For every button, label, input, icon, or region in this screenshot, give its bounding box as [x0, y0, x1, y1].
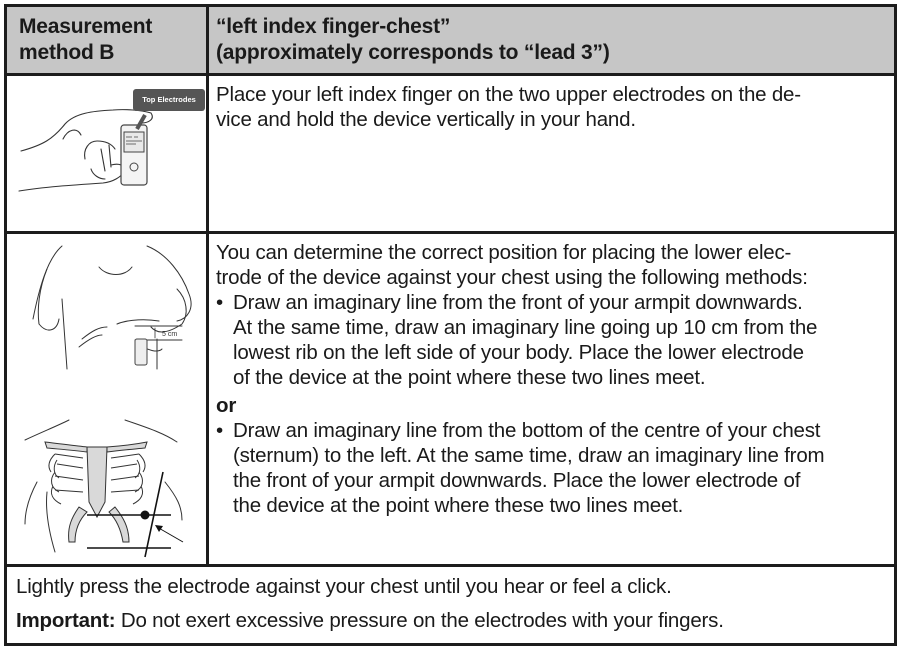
or-separator: or [216, 394, 237, 417]
bullet2-line: the front of your armpit downwards. Place the lower electrode of [233, 469, 801, 492]
header-lead-line2: (approximately corresponds to “lead 3”) [216, 41, 610, 64]
torso-illustration [17, 239, 202, 389]
footer-notes [16, 570, 876, 638]
method-2-bullet [216, 418, 888, 518]
press-instruction: Lightly press the electrode against your chest until you hear or feel a click. [16, 575, 672, 598]
column-divider [206, 7, 209, 564]
bullet2-line: (sternum) to the left. At the same time, draw an imaginary line from [233, 444, 825, 467]
bullet1-line: Draw an imaginary line from the front of your armpit downwards. [233, 291, 803, 314]
row1-instruction [216, 82, 876, 132]
bullet2-line: the device at the point where these two lines meet. [233, 494, 684, 517]
bullet1-line: lowest rib on the left side of your body. Place the lower electrode [233, 341, 804, 364]
row-divider-2 [7, 564, 894, 567]
header-method-line2: method B [19, 41, 115, 64]
row1-line: vice and hold the device vertically in your hand. [216, 108, 636, 131]
bullet-icon: • [216, 291, 223, 314]
intro-line: trode of the device against your chest using the following methods: [216, 266, 808, 289]
important-note [16, 604, 876, 638]
header-lead-line1: “left index finger-chest” [216, 15, 451, 38]
ribcage-illustration [17, 402, 202, 560]
ribcage-diagram-icon [17, 402, 202, 560]
row1-line: Place your left index finger on the two upper electrodes on the de- [216, 83, 801, 106]
intro-line: You can determine the correct position for placing the lower elec- [216, 241, 792, 264]
bullet2-line: Draw an imaginary line from the bottom of the centre of your chest [233, 419, 821, 442]
instruction-table [4, 4, 897, 646]
bullet1-line: At the same time, draw an imaginary line going up 10 cm from the [233, 316, 818, 339]
header-method-line1: Measurement [19, 15, 153, 38]
bullet1-line: of the device at the point where these two lines meet. [233, 366, 706, 389]
five-cm-label: 5 cm [162, 331, 178, 338]
top-electrodes-callout: Top Electrodes [133, 89, 205, 111]
header-lead-title [216, 14, 610, 66]
row-divider-1 [7, 231, 894, 234]
row2-instructions [216, 240, 888, 518]
bullet-icon: • [216, 419, 223, 442]
important-label: Important: [16, 609, 116, 632]
torso-with-device-icon [17, 239, 202, 389]
method-1-bullet [216, 290, 888, 390]
hand-device-illustration [13, 79, 203, 199]
important-text: Do not exert excessive pressure on the electrodes with your fingers. [115, 609, 724, 632]
header-method-label [19, 14, 152, 66]
